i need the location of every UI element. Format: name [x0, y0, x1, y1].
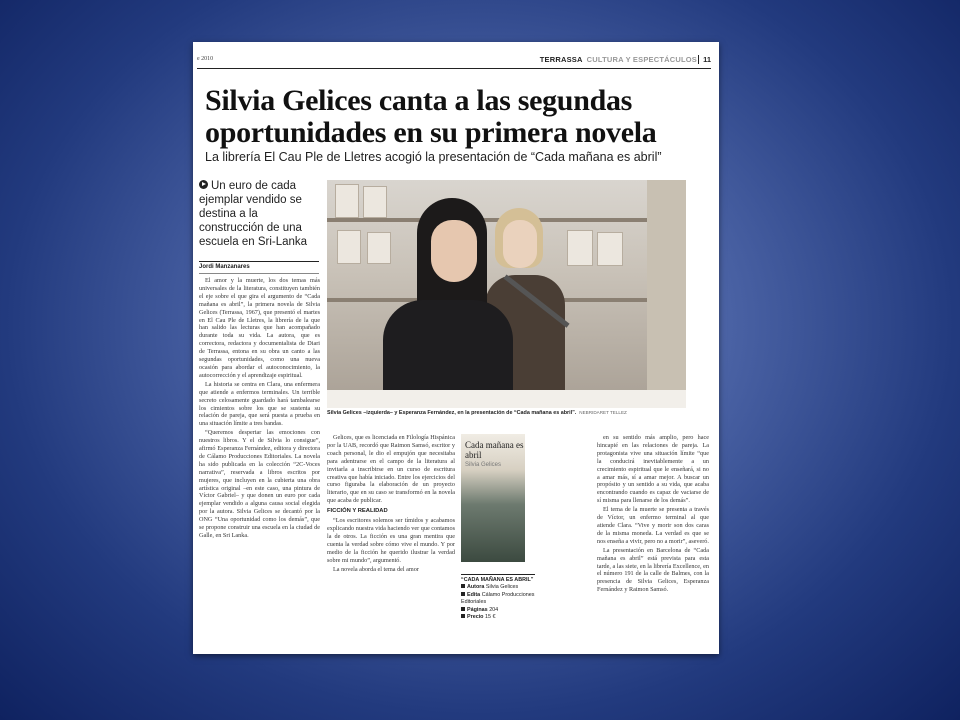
- photo-book: [363, 186, 387, 218]
- section-subheading: FICCIÓN Y REALIDAD: [327, 508, 388, 515]
- paragraph: La presentación en Barcelona de “Cada mañana es abril” está prevista para esta tarde, a las siete, en la librería Excellence, en el número 191 de la calle de Balmes, con la presencia de Silvia Gelices, Esperanza Fernández y Raimon Samsó.: [597, 546, 709, 594]
- section-label: [540, 55, 697, 64]
- caption-text: Silvia Gelices –izquierda– y Esperanza Fernández, en la presentación de “Cada mañana es abril”.: [327, 410, 577, 416]
- newspaper-clipping: [193, 42, 719, 654]
- pull-quote: [199, 179, 317, 249]
- paragraph: La novela aborda el tema del amor: [333, 565, 419, 573]
- photo-person-left-face: [431, 220, 477, 282]
- photo-book: [567, 230, 593, 266]
- article-photo: [327, 180, 686, 408]
- body-column-1: [199, 277, 320, 647]
- photo-book: [367, 232, 391, 264]
- header-divider: [197, 68, 711, 69]
- byline-divider: [199, 261, 319, 262]
- info-row-author: Autora Silvia Gelices: [461, 584, 535, 591]
- photo-credit: NEBRIDARET TELLEZ: [579, 410, 627, 415]
- book-info-box: [461, 574, 535, 621]
- article-subhead: La librería El Cau Ple de Lletres acogió la presentación de “Cada mañana es abril”: [205, 150, 662, 164]
- photo-book: [337, 230, 361, 264]
- paragraph: Gelices, que es licenciada en Filología Hispánica por la UAB, recordó que Raimon Samsó, escritor y coach personal, le dio el empujón que necesitaba para adentrarse en el campo de la literatura al invitarla a inscribirse en un curso de escritura creativa que había iniciado. Entre los ejercicios del curso figuraba la elaboración de un proyecto literario, que en su caso se transformó en la novela que acaba de publicar.: [327, 434, 455, 505]
- page-number: 11: [698, 55, 711, 64]
- square-bullet-icon: [461, 614, 465, 618]
- book-cover-author: Silvia Gelices: [465, 462, 502, 468]
- info-box-title: “CADA MAÑANA ES ABRIL”: [461, 574, 535, 584]
- photo-table: [327, 390, 686, 408]
- byline-divider-bottom: [199, 273, 319, 274]
- info-row-pages: Páginas 204: [461, 607, 535, 614]
- photo-person-right-face: [503, 220, 537, 268]
- headline-line-1: Silvia Gelices canta a las segundas: [205, 84, 633, 117]
- issue-date: e 2010: [197, 56, 214, 62]
- book-cover: [461, 434, 525, 562]
- paragraph: “Los escritores solemos ser tímidos y acabamos explicando nuestra vida haciendo ver que contamos la de otros. La ficción es una gran mentira que cuenta la verdad sobre cómo vive el mundo. Y por medio de la ficción he querido ilustrar la verdad sobre mi mundo”, argumentó.: [327, 517, 455, 564]
- photo-book: [335, 184, 359, 218]
- info-row-publisher: Edita Cálamo Producciones Editoriales: [461, 591, 535, 606]
- paragraph: El amor y la muerte, los dos temas más universales de la literatura, constituyen también el eje sobre el que gira el argumento de “Cada mañana es abril”, la primera novela de Silvia Gelices (Terrassa, 1967), que presentó el martes en El Cau Ple de Lletres, la librería de la que han salido las lecturas que han acompañado durante toda su vida. La autora, que es correctora, redactora y documentalista de Diari de Terrassa, entona en su obra un canto a las segundas oportunidades, como una nueva ocasión para abordar el autoconocimiento, la autocorrección y el aprendizaje espiritual.: [199, 277, 320, 379]
- info-row-price: Precio 15 €: [461, 614, 535, 621]
- square-bullet-icon: [461, 584, 465, 588]
- square-bullet-icon: [461, 607, 465, 611]
- square-bullet-icon: [461, 592, 465, 596]
- paragraph: El tema de la muerte se presenta a través de Víctor, un enfermo terminal al que atiende Clara. “Vive y morir son dos caras de la misma moneda. La verdad es que se nos enseña a vivir, pero no a morir”, aseveró.: [597, 506, 709, 545]
- section-category: CULTURA Y ESPECTÁCULOS: [586, 55, 697, 64]
- byline: Jordi Manzanares: [199, 264, 250, 270]
- photo-caption: [327, 410, 686, 416]
- section-city: TERRASSA: [539, 55, 583, 64]
- arrow-bullet-icon: [199, 180, 208, 189]
- headline-line-2: oportunidades en su primera novela: [205, 116, 657, 149]
- body-column-4: [597, 434, 709, 650]
- body-column-2: [327, 434, 455, 650]
- book-cover-title: Cada mañana es abril: [465, 440, 524, 460]
- photo-book: [597, 232, 623, 266]
- photo-bookcase: [647, 180, 686, 408]
- paragraph: La historia se centra en Clara, una enfermera que atiende a enfermos terminales. Un terrible secreto celosamente guardado hará tambalearse los cimientos sobre los que se sustenta su relación de pareja, que será puesta a prueba en una situación límite a tres bandas.: [199, 380, 320, 428]
- running-header: [197, 54, 711, 68]
- article-headline: [205, 85, 713, 149]
- pull-quote-text: Un euro de cada ejemplar vendido se destina a la construcción de una escuela en Sri-Lanka: [199, 180, 308, 248]
- paragraph: “Queremos despertar las emociones con nuestros libros. Y el de Silvia lo consigue”, afirmó Esperanza Fernández, editora y directora de Cálamo Producciones Editoriales. La novela ha sido publicada en la colección “2C-Voces narrativa”, reservada a libros escritos por mujeres, que incluyen en la cubierta una obra artística original –en este caso, una pintura de Víctor Gabriel– y que donen un euro por cada ejemplar vendido a alguna causa social elegida por la autora. Silvia Gelices se decantó por la ONG “Una oportunidad como los demás”, que se propone construir una escuela en la ciudad de Galle, en Sri Lanka.: [199, 429, 320, 539]
- paragraph: en su sentido más amplio, pero hace hincapié en las relaciones de pareja. La protagonista vive una situación límite “que la conducirá inevitablemente a un crecimiento espiritual que le enseñará, si no a amar más, sí a amar mejor. A buscar un propósito y un sentido a su vida, que acaba encontrando cuando es capaz de vaciarse de sí misma para llenarse de los demás”.: [597, 434, 709, 505]
